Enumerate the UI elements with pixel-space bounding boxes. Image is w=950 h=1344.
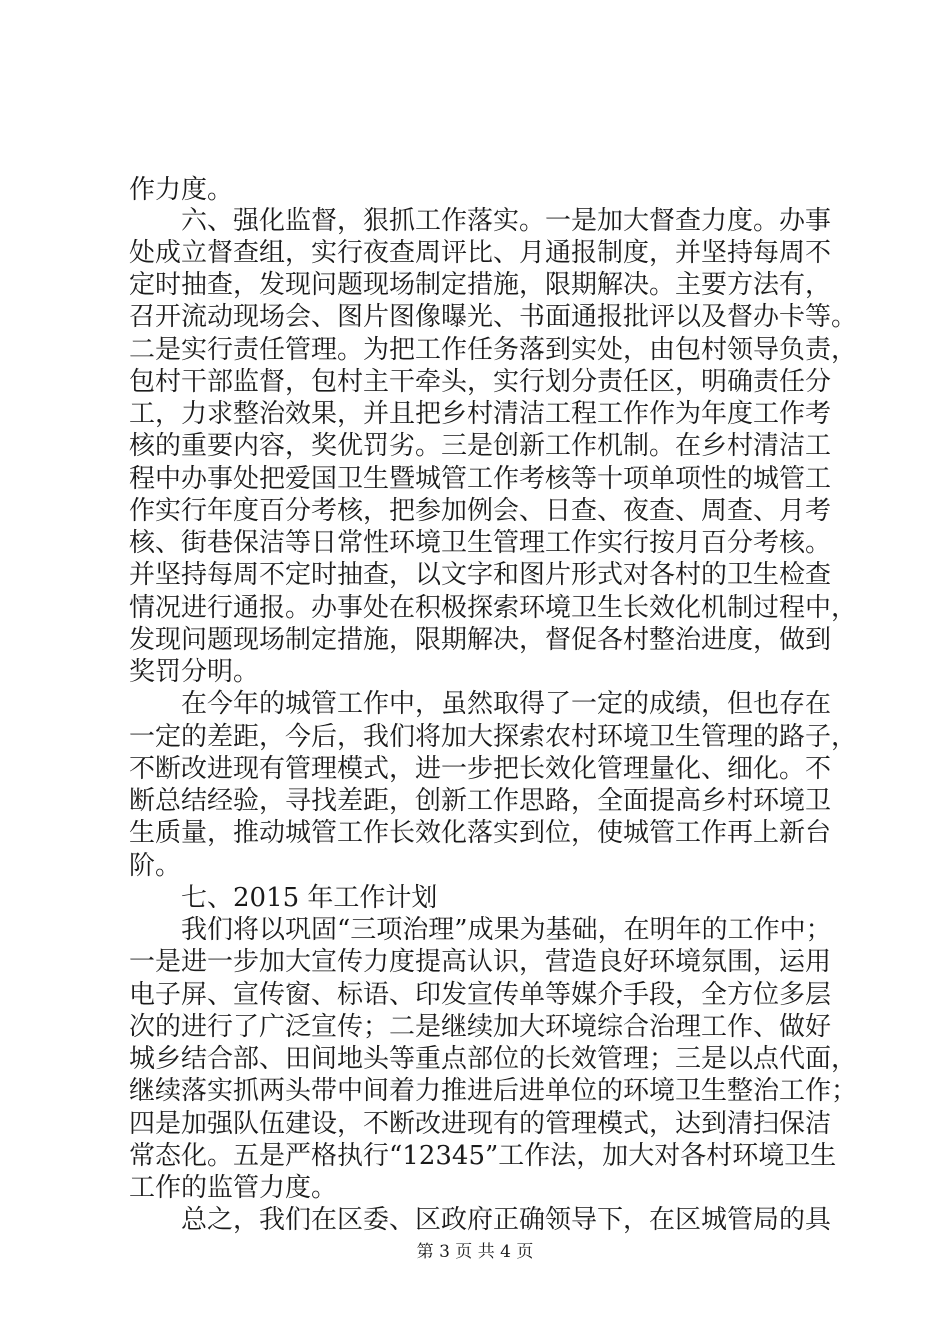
- text-line: 作力度。: [129, 175, 234, 205]
- text-line: 继续落实抓两头带中间着力推进后进单位的环境卫生整治工作；: [129, 1076, 858, 1106]
- text-line: 定时抽查，发现问题现场制定措施，限期解决。主要方法有，: [129, 270, 832, 300]
- text-line: 并坚持每周不定时抽查，以文字和图片形式对各村的卫生检查: [129, 560, 832, 590]
- text-line: 常态化。五是严格执行“12345”工作法，加大对各村环境卫生: [129, 1141, 837, 1171]
- text-line: 核的重要内容，奖优罚劣。三是创新工作机制。在乡村清洁工: [129, 431, 832, 461]
- text-line: 程中办事处把爱国卫生暨城管工作考核等十项单项性的城管工: [129, 464, 832, 494]
- text-line: 核、街巷保洁等日常性环境卫生管理工作实行按月百分考核。: [129, 528, 832, 558]
- text-line: 奖罚分明。: [129, 657, 260, 687]
- section-heading: 七、2015 年工作计划: [181, 883, 438, 913]
- text-line: 工，力求整治效果，并且把乡村清洁工程工作作为年度工作考: [129, 399, 832, 429]
- text-line: 六、强化监督，狠抓工作落实。一是加大督查力度。办事: [181, 206, 832, 236]
- text-line: 工作的监管力度。: [129, 1173, 338, 1203]
- text-line: 不断改进现有管理模式，进一步把长效化管理量化、细化。不: [129, 754, 832, 784]
- text-line: 处成立督查组，实行夜查周评比、月通报制度，并坚持每周不: [129, 238, 832, 268]
- text-line: 我们将以巩固“三项治理”成果为基础，在明年的工作中；: [181, 915, 832, 945]
- text-line: 四是加强队伍建设，不断改进现有的管理模式，达到清扫保洁: [129, 1109, 832, 1139]
- text-line: 包村干部监督，包村主干牵头，实行划分责任区，明确责任分: [129, 367, 832, 397]
- text-line: 次的进行了广泛宣传；二是继续加大环境综合治理工作、做好: [129, 1012, 832, 1042]
- text-line: 生质量，推动城管工作长效化落实到位，使城管工作再上新台: [129, 818, 832, 848]
- text-line: 召开流动现场会、图片图像曝光、书面通报批评以及督办卡等。: [129, 302, 858, 332]
- text-line: 阶。: [129, 851, 182, 881]
- text-line: 电子屏、宣传窗、标语、印发宣传单等媒介手段，全方位多层: [129, 980, 832, 1010]
- text-line: 二是实行责任管理。为把工作任务落到实处，由包村领导负责，: [129, 335, 858, 365]
- text-line: 在今年的城管工作中，虽然取得了一定的成绩，但也存在: [181, 689, 832, 719]
- text-line: 一定的差距，今后，我们将加大探索农村环境卫生管理的路子，: [129, 722, 858, 752]
- text-line: 总之，我们在区委、区政府正确领导下，在区城管局的具: [181, 1205, 832, 1235]
- text-line: 城乡结合部、田间地头等重点部位的长效管理；三是以点代面，: [129, 1044, 858, 1074]
- page-number-footer: 第 3 页 共 4 页: [416, 1242, 534, 1262]
- text-line: 一是进一步加大宣传力度提高认识，营造良好环境氛围，运用: [129, 947, 832, 977]
- text-line: 作实行年度百分考核，把参加例会、日查、夜查、周查、月考: [129, 496, 832, 526]
- text-line: 情况进行通报。办事处在积极探索环境卫生长效化机制过程中，: [129, 593, 858, 623]
- text-line: 断总结经验，寻找差距，创新工作思路，全面提高乡村环境卫: [129, 786, 832, 816]
- text-line: 发现问题现场制定措施，限期解决，督促各村整治进度，做到: [129, 625, 832, 655]
